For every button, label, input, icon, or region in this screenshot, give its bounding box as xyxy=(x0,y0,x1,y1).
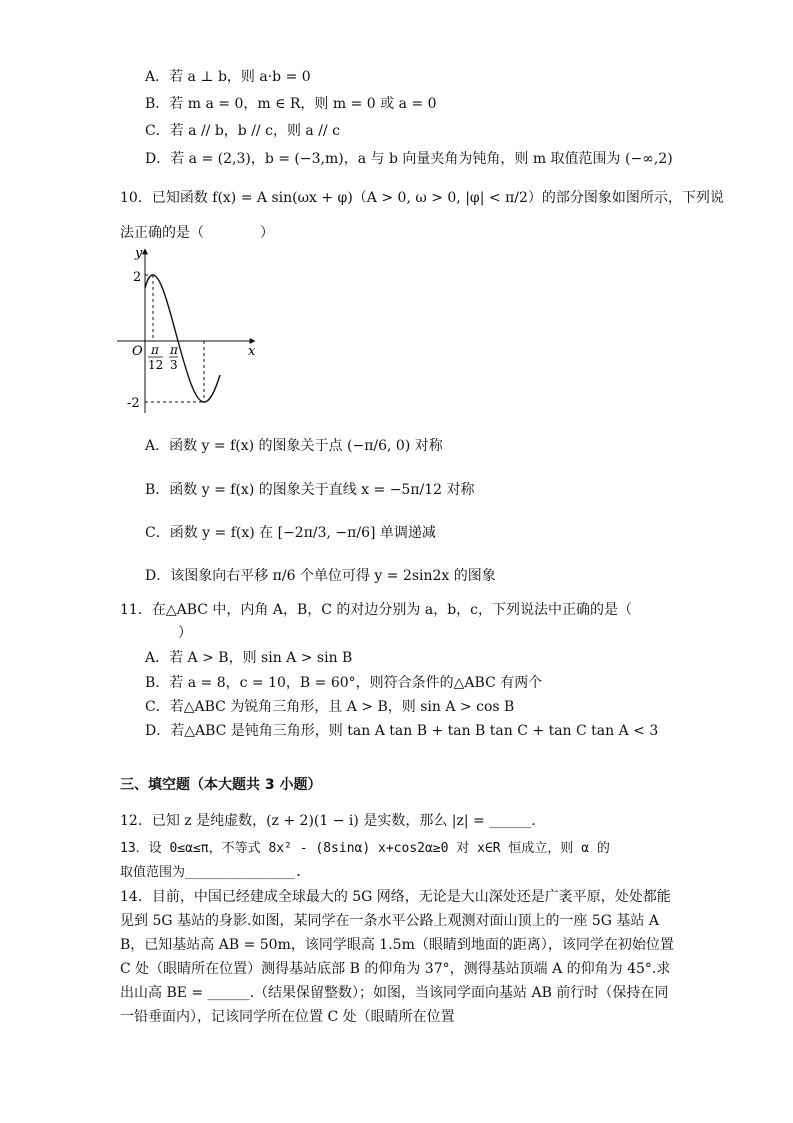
q10-option-a: A．函数 y = f(x) 的图象关于点 (−π/6, 0) 对称 xyxy=(145,438,443,454)
origin-label: O xyxy=(132,344,143,359)
y-max-label: 2 xyxy=(133,270,142,285)
q11-stem-cont: ） xyxy=(178,625,192,641)
q13-text: 13．设 0≤α≤π，不等式 8x² - (8sinα) x+cos2α≥0 对 x∈R 恒成立，则 α 的 xyxy=(120,841,610,856)
q11-option-c: C．若△ABC 为锐角三角形，且 A > B，则 sin A > cos B xyxy=(145,699,515,715)
q10-option-b: B．函数 y = f(x) 的图象关于直线 x = −5π/12 对称 xyxy=(145,482,475,498)
q11-stem: 11．在△ABC 中，内角 A，B，C 的对边分别为 a，b，c，下列说法中正确的是（ xyxy=(120,602,633,618)
sine-curve xyxy=(145,275,220,402)
q9-option-c: C．若 a // b，b // c，则 a // c xyxy=(145,123,340,139)
q10-option-d: D．该图象向右平移 π/6 个单位可得 y = 2sin2x 的图象 xyxy=(145,568,496,584)
y-axis-label: y xyxy=(135,246,143,261)
q13-text-cont: 取值范围为______________. xyxy=(120,865,303,880)
q9-option-a: A．若 a ⊥ b，则 a·b = 0 xyxy=(145,69,311,85)
q9-option-d: D．若 a = (2,3)，b = (−3,m)，a 与 b 向量夹角为钝角，则 m 取值范围为 (−∞,2) xyxy=(145,151,673,167)
x-axis-label: x xyxy=(248,344,256,359)
q10-stem-cont: 法正确的是（ ） xyxy=(120,225,274,241)
q14-text: 14．目前，中国已经建成全球最大的 5G 网络，无论是大山深处还是广袤平原，处处都能见到 5G 基站的身影.如图，某同学在一条水平公路上观测对面山顶上的一座 5G 基站 AB，已知基站高 AB = 50m，该同学眼高 1.5m（眼睛到地面的距离），该同学在初始位置 C 处（眼睛所在位置）测得基站底部 B 的仰角为 37°，测得基站顶端 A 的仰角为 45°.求出山高 BE = ______.（结果保留整数）；如图，当该同学面向基站 AB 前行时（保持在同一铅垂面内），记该同学所在位置 C 处（眼睛所在位置 xyxy=(120,889,674,1025)
q11-option-d: D．若△ABC 是钝角三角形，则 tan A tan B + tan B tan C + tan C tan A < 3 xyxy=(145,723,659,739)
q11-option-b: B．若 a = 8，c = 10，B = 60°，则符合条件的△ABC 有两个 xyxy=(145,675,543,691)
function-graph-figure xyxy=(115,243,265,415)
section-3-heading: 三、填空题（本大题共 3 小题） xyxy=(120,777,322,793)
tick2-denominator: 3 xyxy=(170,358,178,372)
tick1-denominator: 12 xyxy=(148,358,164,372)
y-min-label: -2 xyxy=(127,396,140,411)
q11-option-a: A．若 A > B，则 sin A > sin B xyxy=(145,650,353,666)
q10-stem: 10．已知函数 f(x) = A sin(ωx + φ)（A > 0, ω > 0, |φ| < π/2）的部分图象如图所示，下列说 xyxy=(120,190,724,206)
q10-option-c: C．函数 y = f(x) 在 [−2π/3, −π/6] 单调递减 xyxy=(145,525,436,541)
tick2-numerator: π xyxy=(170,343,178,357)
q9-option-b: B．若 m a = 0，m ∈ R，则 m = 0 或 a = 0 xyxy=(145,96,437,112)
q12-text: 12．已知 z 是纯虚数，(z + 2)(1 − i) 是实数，那么 |z| = ______. xyxy=(120,813,536,829)
tick1-numerator: π xyxy=(151,343,159,357)
